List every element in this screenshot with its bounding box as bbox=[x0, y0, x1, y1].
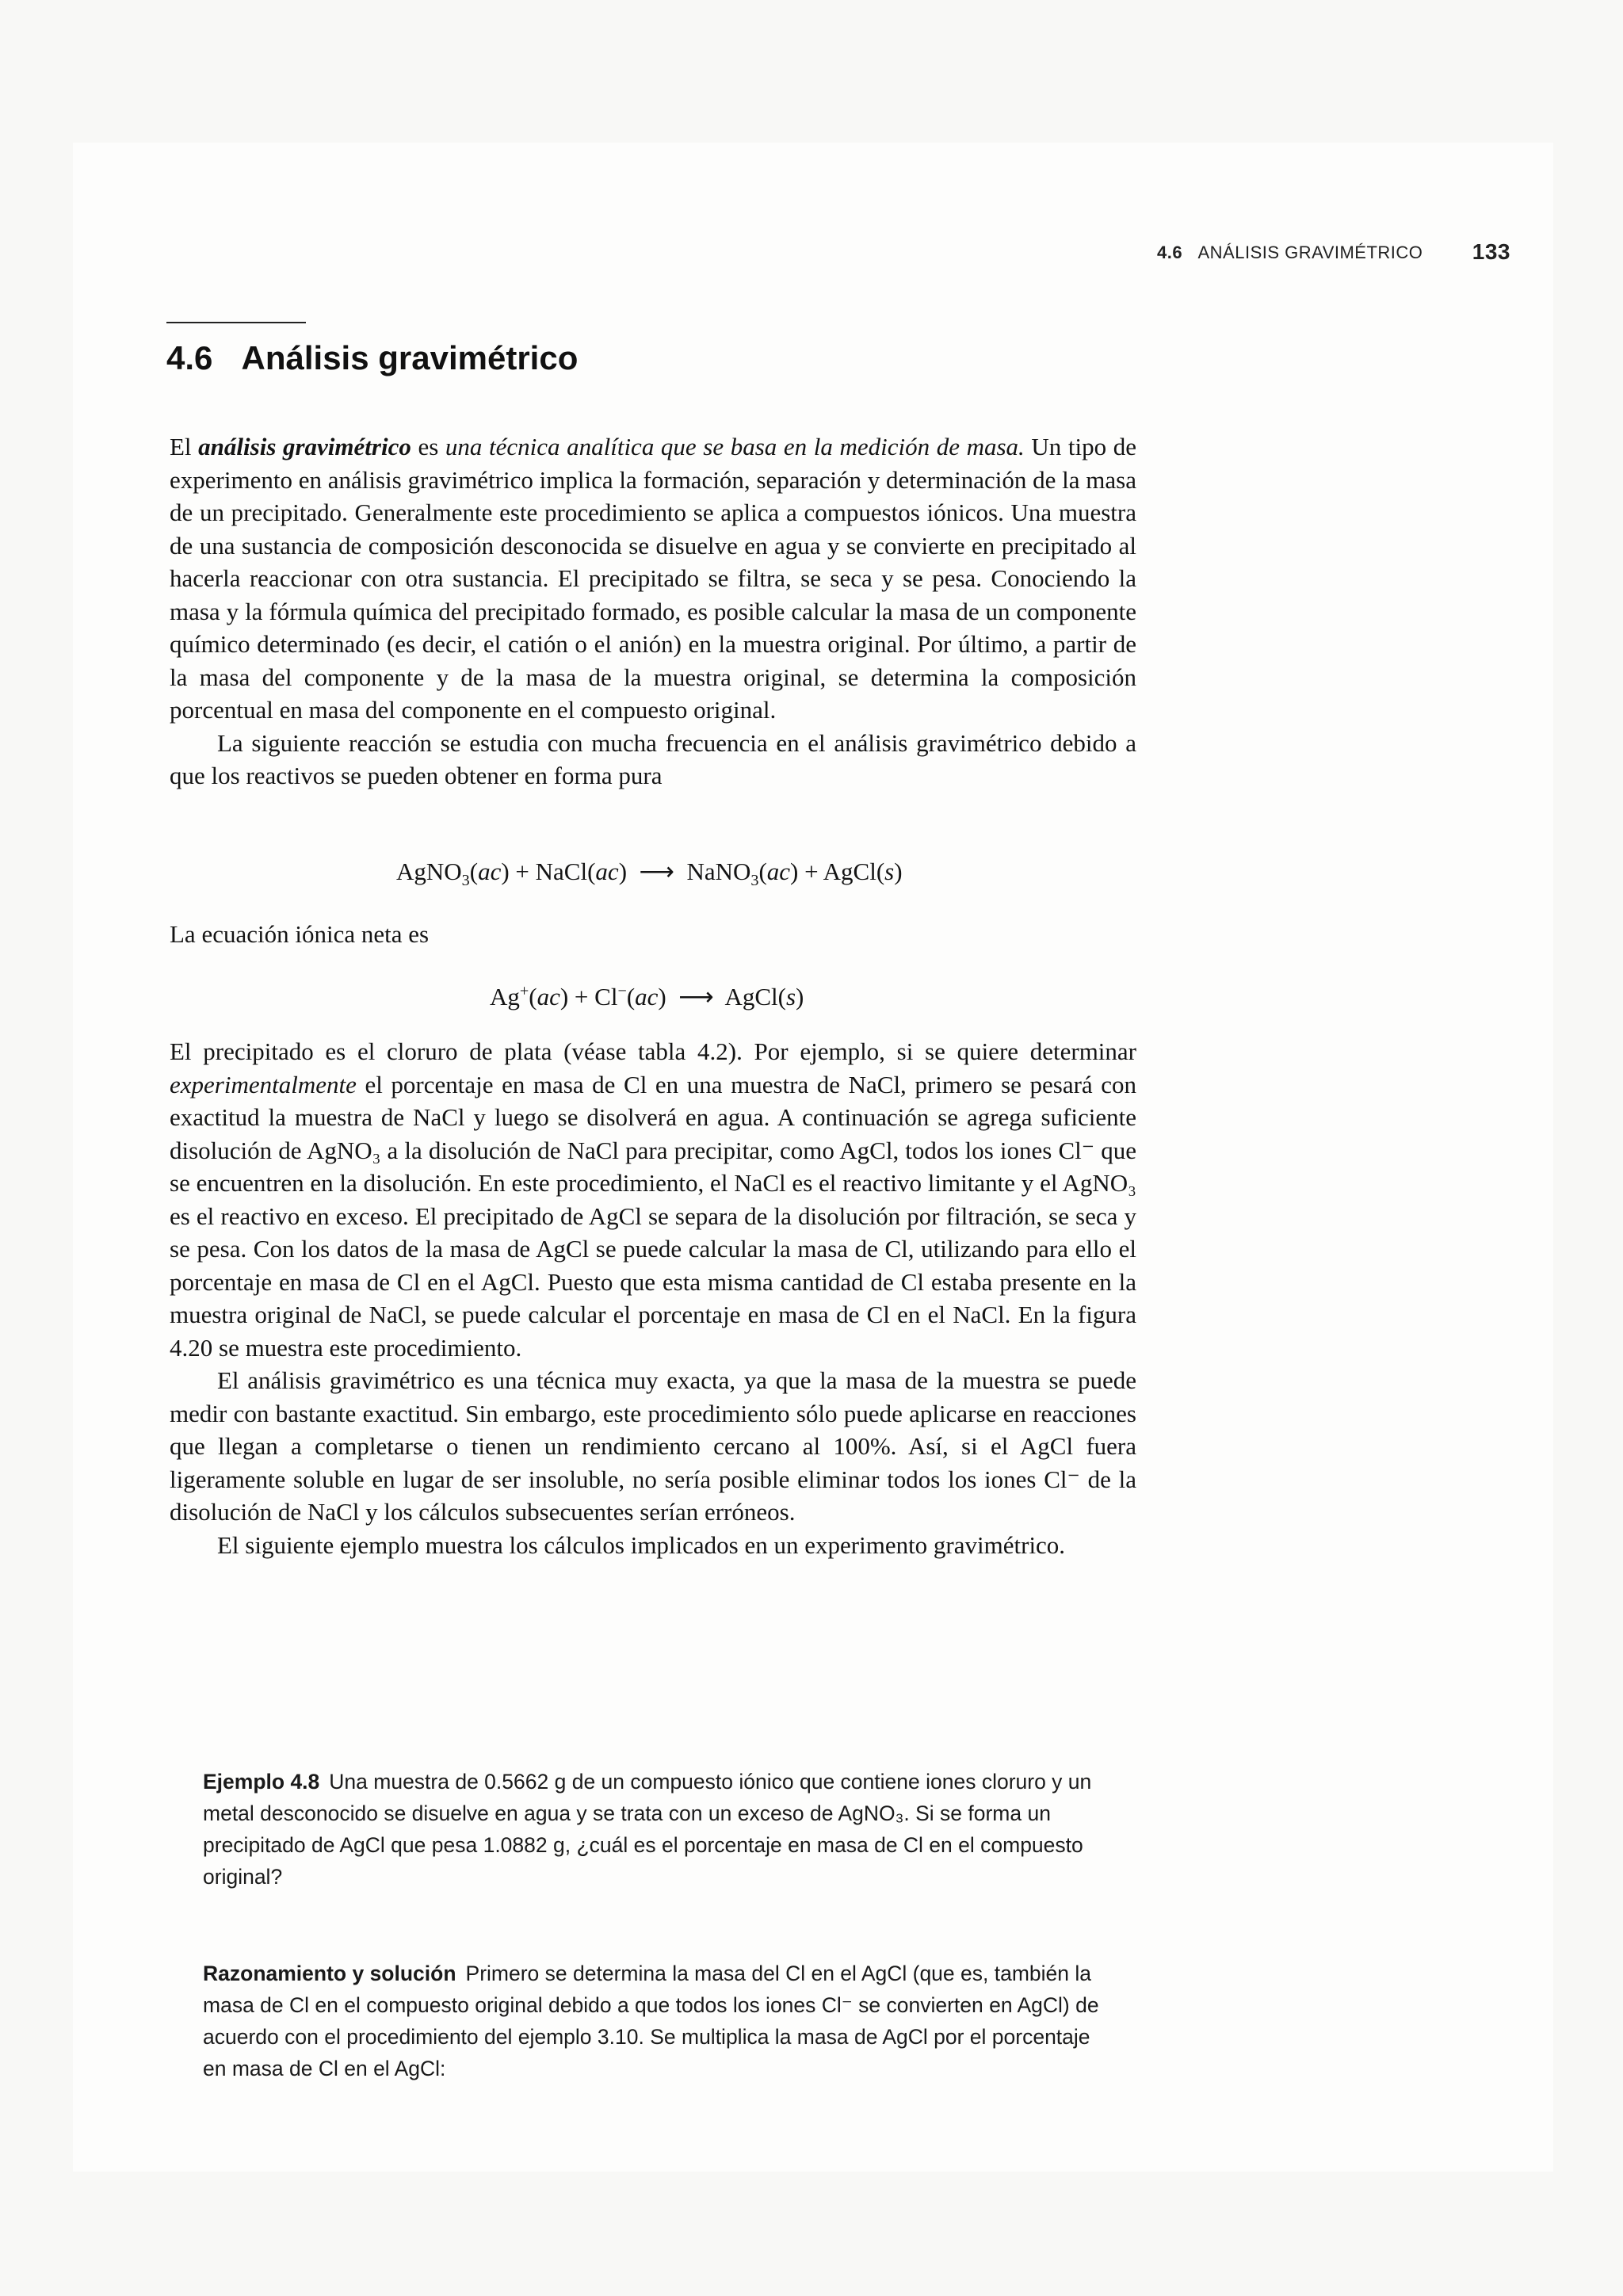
body-text-block-2 bbox=[170, 1035, 1136, 1561]
paragraph-3 bbox=[170, 1035, 1136, 1364]
example-4-8 bbox=[203, 1766, 1114, 1893]
section-heading bbox=[166, 339, 578, 377]
paragraph-3-after: el porcentaje en masa de Cl en una muestra de NaCl, primero se pesará con exactitud la muestra de NaCl y luego se disolverá en agua. A continuación se agrega suficiente disolución de AgNO₃ a la disolución de NaCl para precipitar, como AgCl, todos los iones Cl⁻ que se encuentren en la disolución. En este procedimiento, el NaCl es el reactivo limitante y el AgNO₃ es el reactivo en exceso. El precipitado de AgCl se separa de la disolución por filtración, se seca y se pesa. Con los datos de la masa de AgCl se puede calcular la masa de Cl, utilizando para ello el porcentaje en masa de Cl en el AgCl. Puesto que esta misma cantidad de Cl estaba presente en la muestra original de NaCl, se puede calcular el porcentaje en masa de Cl en el NaCl. En la figura 4.20 se muestra este procedimiento. bbox=[170, 1070, 1137, 1362]
paragraph-3-before: El precipitado es el cloruro de plata (véase tabla 4.2). Por ejemplo, si se quiere determinar bbox=[170, 1037, 1136, 1065]
molecular-equation: AgNO$_3$(ac) + NaCl(ac) ⟶ NaNO$_3$(ac) + AgCl(s) bbox=[396, 858, 903, 890]
running-head-title: ANÁLISIS GRAVIMÉTRICO bbox=[1197, 243, 1423, 262]
section-rule bbox=[166, 322, 306, 323]
emphasis-text: experimentalmente bbox=[170, 1070, 357, 1098]
body-text-eq-intro bbox=[170, 918, 1136, 951]
definition-text: una técnica analítica que se basa en la medición de masa. bbox=[445, 433, 1025, 460]
net-ionic-equation: Ag+(ac) + Cl−(ac) ⟶ AgCl(s) bbox=[490, 982, 804, 1010]
body-text-block-1 bbox=[170, 430, 1136, 793]
paragraph-5: El siguiente ejemplo muestra los cálculos implicados en un experimento gravimétrico. bbox=[217, 1530, 1066, 1559]
section-number: 4.6 bbox=[166, 339, 213, 376]
page-number: 133 bbox=[1472, 239, 1510, 264]
paragraph-definition: El análisis gravimétrico es una técnica analítica que se basa en la medición de masa. Un tipo de experimento en análisis gravimétrico implica la formación, separación y determinación de la masa de un precipitado. Generalmente este procedimiento se aplica a compuestos iónicos. Una muestra de una sustancia de composición desconocida se disuelve en agua y se convierte en precipitado al hacerla reaccionar con otra sustancia. El precipitado se filtra, se seca y se pesa. Conociendo la masa y la fórmula química del precipitado formado, es posible calcular la masa de un componente químico determinado (es decir, el catión o el anión) en la muestra original. Por último, a partir de la masa del componente y de la masa de la muestra original, se determina la composición porcentual en masa del componente en el compuesto original. bbox=[170, 433, 1136, 724]
paragraph-2: La siguiente reacción se estudia con mucha frecuencia en el análisis gravimétrico debido a que los reactivos se pueden obtener en forma pura bbox=[170, 728, 1136, 789]
paragraph-4: El análisis gravimétrico es una técnica muy exacta, ya que la masa de la muestra se puede medir con bastante exactitud. Sin embargo, este procedimiento sólo puede aplicarse en reacciones que llegan a completarse o tienen un rendimiento cercano al 100%. Así, si el AgCl fuera ligeramente soluble en lugar de ser insoluble, no sería posible eliminar todos los iones Cl⁻ de la disolución de NaCl y los cálculos subsecuentes serían erróneos. bbox=[170, 1366, 1136, 1526]
solution-label: Razonamiento y solución bbox=[203, 1962, 456, 1985]
running-head bbox=[1157, 239, 1522, 264]
running-head-section: 4.6 bbox=[1157, 243, 1183, 262]
solution-block bbox=[203, 1958, 1114, 2084]
example-label: Ejemplo 4.8 bbox=[203, 1770, 320, 1794]
paragraph-1-text: Un tipo de experimento en análisis gravimétrico implica la formación, separación y determinación de la masa de un precipitado. Generalmente este procedimiento se aplica a compuestos iónicos. Una muestra de una sustancia de composición desconocida se disuelve en agua y se convierte en precipitado al hacerla reaccionar con otra sustancia. El precipitado se filtra, se seca y se pesa. Conociendo la masa y la fórmula química del precipitado formado, es posible calcular la masa de un componente químico determinado (es decir, el catión o el anión) en la muestra original. Por último, a partir de la masa del componente y de la masa de la muestra original, se determina la composición porcentual en masa del componente en el compuesto original. bbox=[170, 433, 1136, 724]
solution-text: Primero se determina la masa del Cl en el AgCl (que es, también la masa de Cl en el compuesto original debido a que todos los iones Cl⁻ se convierten en AgCl) de acuerdo con el procedimiento del ejemplo 3.10. Se multiplica la masa de AgCl por el porcentaje en masa de Cl en el AgCl: bbox=[203, 1962, 1099, 2080]
defined-term: análisis gravimétrico bbox=[198, 433, 411, 460]
equation-intro: La ecuación iónica neta es bbox=[170, 920, 430, 948]
section-title: Análisis gravimétrico bbox=[241, 339, 579, 376]
example-text: Una muestra de 0.5662 g de un compuesto iónico que contiene iones cloruro y un metal desconocido se disuelve en agua y se trata con un exceso de AgNO₃. Si se forma un precipitado de AgCl que pesa 1.0882 g, ¿cuál es el porcentaje en masa de Cl en el compuesto original? bbox=[203, 1770, 1092, 1889]
